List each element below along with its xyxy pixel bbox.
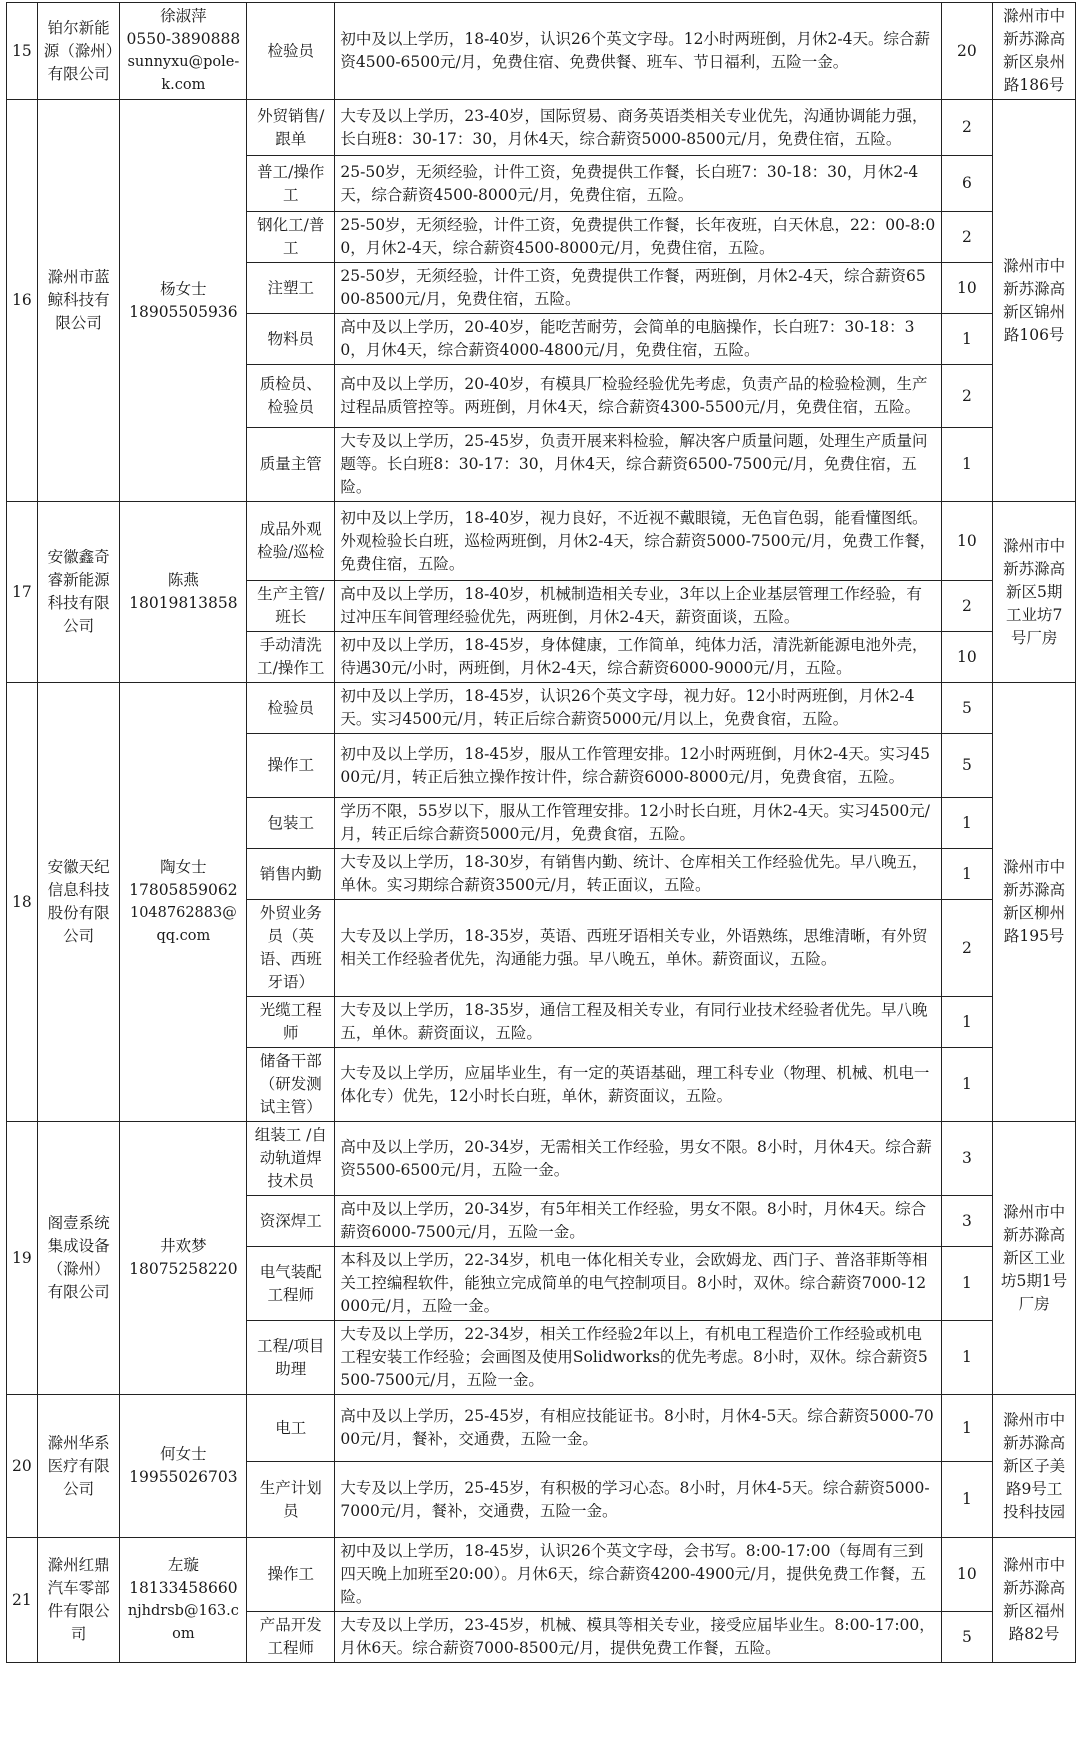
- company-address: 滁州市中新苏滁高新区柳州路195号: [993, 683, 1076, 1122]
- hiring-count: 1: [941, 798, 993, 849]
- row-number: 21: [7, 1538, 38, 1663]
- hiring-count: 1: [941, 1395, 993, 1462]
- job-requirements: 高中及以上学历，25-45岁，有相应技能证书。8小时，月休4-5天。综合薪资5000-7000元/月，餐补，交通费，五险一金。: [335, 1395, 941, 1462]
- contact-extra[interactable]: njhdrsb@163.com: [127, 1603, 239, 1642]
- company-address: 滁州市中新苏滁高新区5期工业坊7号厂房: [993, 502, 1076, 683]
- job-position: 质量主管: [247, 428, 335, 502]
- company-name: 滁州华系医疗有限公司: [37, 1395, 120, 1538]
- contact-name: 陈燕: [167, 571, 199, 589]
- hiring-count: 10: [941, 263, 993, 314]
- job-requirements: 大专及以上学历，23-40岁，国际贸易、商务英语类相关专业优先，沟通协调能力强，长白班8：30-17：30，月休4天，综合薪资5000-8500元/月，免费住宿，五险。: [335, 100, 941, 156]
- table-row: [7, 100, 1076, 156]
- job-requirements: 大专及以上学历，25-45岁，有积极的学习心态。8小时，月休4-5天。综合薪资5000-7000元/月，餐补，交通费，五险一金。: [335, 1462, 941, 1538]
- company-address: 滁州市中新苏滁高新区福州路82号: [993, 1538, 1076, 1663]
- job-position: 检验员: [247, 683, 335, 734]
- contact-phone: 19955026703: [129, 1468, 238, 1486]
- job-requirements: 高中及以上学历，20-34岁，无需相关工作经验，男女不限。8小时，月休4天。综合薪资5500-6500元/月，五险一金。: [335, 1122, 941, 1196]
- job-requirements: 大专及以上学历，25-45岁，负责开展来料检验，解决客户质量问题，处理生产质量问题等。长白班8：30-17：30，月休4天，综合薪资6500-7500元/月，免费住宿，五险。: [335, 428, 941, 502]
- table-row: [7, 1538, 1076, 1612]
- hiring-count: 2: [941, 365, 993, 428]
- job-position: 成品外观检验/巡检: [247, 502, 335, 581]
- contact-cell: [120, 3, 247, 100]
- table-row: [7, 502, 1076, 581]
- contact-phone: 0550-3890888: [126, 30, 241, 48]
- job-requirements: 25-50岁，无须经验，计件工资，免费提供工作餐，两班倒，月休2-4天，综合薪资6500-8500元/月，免费住宿，五险。: [335, 263, 941, 314]
- job-position: 钢化工/普工: [247, 212, 335, 263]
- contact-name: 杨女士: [160, 279, 207, 298]
- job-requirements: 25-50岁，无须经验，计件工资，免费提供工作餐，长年夜班，白天休息，22：00-8:00，月休2-4天，综合薪资4500-8000元/月，免费住宿，五险。: [335, 212, 941, 263]
- hiring-count: 1: [941, 997, 993, 1048]
- job-requirements: 本科及以上学历，22-34岁，机电一体化相关专业，会欧姆龙、西门子、普洛菲斯等相关工控编程软件，能独立完成简单的电气控制项目。8小时，双休。综合薪资7000-12000元/月，五险一金。: [335, 1247, 941, 1321]
- job-requirements: 初中及以上学历，18-45岁，身体健康，工作简单，纯体力活，清洗新能源电池外壳，待遇30元/小时，两班倒，月休2-4天，综合薪资6000-9000元/月，五险。: [335, 632, 941, 683]
- job-position: 生产主管/班长: [247, 581, 335, 632]
- job-position: 电气装配工程师: [247, 1247, 335, 1321]
- row-number: 15: [7, 3, 38, 100]
- job-requirements: 大专及以上学历，应届毕业生，有一定的英语基础，理工科专业（物理、机械、机电一体化专）优先，12小时长白班，单休，薪资面议，五险。: [335, 1048, 941, 1122]
- job-position: 注塑工: [247, 263, 335, 314]
- job-listing-table: [6, 2, 1076, 1663]
- job-position: 操作工: [247, 734, 335, 798]
- job-position: 资深焊工: [247, 1196, 335, 1247]
- job-position: 包装工: [247, 798, 335, 849]
- hiring-count: 1: [941, 428, 993, 502]
- hiring-count: 1: [941, 849, 993, 900]
- hiring-count: 6: [941, 156, 993, 212]
- row-number: 20: [7, 1395, 38, 1538]
- table-row: [7, 3, 1076, 100]
- contact-cell: [120, 1538, 247, 1663]
- hiring-count: 1: [941, 1462, 993, 1538]
- job-position: 产品开发工程师: [247, 1612, 335, 1663]
- contact-name: 陶女士: [160, 858, 207, 876]
- contact-phone: 18019813858: [129, 594, 238, 612]
- table-body: [7, 3, 1076, 1663]
- contact-extra[interactable]: 1048762883@qq.com: [129, 905, 237, 944]
- job-position: 操作工: [247, 1538, 335, 1612]
- job-position: 普工/操作工: [247, 156, 335, 212]
- job-position: 电工: [247, 1395, 335, 1462]
- contact-cell: [120, 1395, 247, 1538]
- hiring-count: 1: [941, 314, 993, 365]
- job-requirements: 高中及以上学历，20-40岁，能吃苦耐劳，会简单的电脑操作，长白班7：30-18：30，月休4天，综合薪资4000-4800元/月，免费住宿，五险。: [335, 314, 941, 365]
- job-position: 外贸业务员（英语、西班牙语）: [247, 900, 335, 997]
- job-requirements: 高中及以上学历，18-40岁，机械制造相关专业，3年以上企业基层管理工作经验，有过冲压车间管理经验优先，两班倒，月休2-4天，薪资面谈，五险。: [335, 581, 941, 632]
- job-position: 储备干部（研发测试主管）: [247, 1048, 335, 1122]
- table-row: [7, 1122, 1076, 1196]
- contact-phone: 17805859062: [129, 881, 238, 899]
- hiring-count: 1: [941, 1048, 993, 1122]
- hiring-count: 2: [941, 212, 993, 263]
- job-position: 组装工 /自动轨道焊技术员: [247, 1122, 335, 1196]
- job-requirements: 大专及以上学历，18-30岁，有销售内勤、统计、仓库相关工作经验优先。早八晚五，单休。实习期综合薪资3500元/月，转正面议，五险。: [335, 849, 941, 900]
- job-requirements: 大专及以上学历，18-35岁，通信工程及相关专业，有同行业技术经验者优先。早八晚五，单休。薪资面议，五险。: [335, 997, 941, 1048]
- contact-phone: 18075258220: [129, 1260, 238, 1278]
- job-position: 物料员: [247, 314, 335, 365]
- company-name: 滁州市蓝鲸科技有限公司: [37, 100, 120, 502]
- job-requirements: 大专及以上学历，23-45岁，机械、模具等相关专业，接受应届毕业生。8:00-17:00，月休6天。综合薪资7000-8500元/月，提供免费工作餐，五险。: [335, 1612, 941, 1663]
- hiring-count: 1: [941, 1247, 993, 1321]
- contact-name: 井欢梦: [160, 1237, 207, 1255]
- job-requirements: 学历不限，55岁以下，服从工作管理安排。12小时长白班，月休2-4天。实习4500元/月，转正后综合薪资5000元/月，免费食宿，五险。: [335, 798, 941, 849]
- contact-cell: [120, 502, 247, 683]
- job-requirements: 大专及以上学历，22-34岁，相关工作经验2年以上，有机电工程造价工作经验或机电工程安装工作经验；会画图及使用Solidworks的优先考虑。8小时，双休。综合薪资5500-7500元/月，五险一金。: [335, 1321, 941, 1395]
- hiring-count: 10: [941, 502, 993, 581]
- table-row: [7, 683, 1076, 734]
- hiring-count: 20: [941, 3, 993, 100]
- contact-cell: [120, 1122, 247, 1395]
- row-number: 18: [7, 683, 38, 1122]
- hiring-count: 1: [941, 1321, 993, 1395]
- job-position: 质检员、检验员: [247, 365, 335, 428]
- hiring-count: 2: [941, 900, 993, 997]
- contact-phone: 18133458660: [129, 1579, 238, 1597]
- contact-phone: 18905505936: [129, 302, 238, 321]
- row-number: 16: [7, 100, 38, 502]
- contact-name: 徐淑萍: [160, 7, 207, 25]
- company-address: 滁州市中新苏滁高新区泉州路186号: [993, 3, 1076, 100]
- job-position: 检验员: [247, 3, 335, 100]
- hiring-count: 5: [941, 734, 993, 798]
- job-requirements: 25-50岁，无须经验，计件工资，免费提供工作餐，长白班7：30-18：30，月休2-4天，综合薪资4500-8000元/月，免费住宿，五险。: [335, 156, 941, 212]
- company-name: 铂尔新能源（滁州）有限公司: [37, 3, 120, 100]
- hiring-count: 5: [941, 1612, 993, 1663]
- job-position: 工程/项目助理: [247, 1321, 335, 1395]
- job-position: 光缆工程师: [247, 997, 335, 1048]
- contact-extra[interactable]: sunnyxu@pole-k.com: [127, 54, 240, 93]
- contact-cell: [120, 100, 247, 502]
- company-name: 滁州红鼎汽车零部件有限公司: [37, 1538, 120, 1663]
- company-address: 滁州市中新苏滁高新区工业坊5期1号厂房: [993, 1122, 1076, 1395]
- contact-name: 左璇: [167, 1556, 199, 1574]
- job-requirements: 初中及以上学历，18-45岁，服从工作管理安排。12小时两班倒，月休2-4天。实习4500元/月，转正后独立操作按计件，综合薪资6000-8000元/月，免费食宿，五险。: [335, 734, 941, 798]
- contact-cell: [120, 683, 247, 1122]
- row-number: 19: [7, 1122, 38, 1395]
- job-requirements: 大专及以上学历，18-35岁，英语、西班牙语相关专业，外语熟练，思维清晰，有外贸相关工作经验者优先，沟通能力强。早八晚五，单休。薪资面议，五险。: [335, 900, 941, 997]
- hiring-count: 10: [941, 1538, 993, 1612]
- job-requirements: 初中及以上学历，18-45岁，认识26个英文字母，会书写。8:00-17:00（每周有三到四天晚上加班至20:00）。月休6天，综合薪资4200-4900元/月，提供免费工作餐，五险。: [335, 1538, 941, 1612]
- job-requirements: 高中及以上学历，20-34岁，有5年相关工作经验，男女不限。8小时，月休4天。综合薪资6000-7500元/月，五险一金。: [335, 1196, 941, 1247]
- company-address: 滁州市中新苏滁高新区锦州路106号: [993, 100, 1076, 502]
- job-position: 外贸销售/跟单: [247, 100, 335, 156]
- job-position: 销售内勤: [247, 849, 335, 900]
- table-row: [7, 1395, 1076, 1462]
- job-position: 生产计划员: [247, 1462, 335, 1538]
- company-name: 阁壹系统集成设备（滁州）有限公司: [37, 1122, 120, 1395]
- hiring-count: 5: [941, 683, 993, 734]
- hiring-count: 2: [941, 581, 993, 632]
- row-number: 17: [7, 502, 38, 683]
- job-requirements: 初中及以上学历，18-45岁，认识26个英文字母，视力好。12小时两班倒，月休2-4天。实习4500元/月，转正后综合薪资5000元/月以上，免费食宿，五险。: [335, 683, 941, 734]
- company-name: 安徽天纪信息科技股份有限公司: [37, 683, 120, 1122]
- company-name: 安徽鑫奇睿新能源科技有限公司: [37, 502, 120, 683]
- contact-name: 何女士: [160, 1445, 207, 1463]
- hiring-count: 3: [941, 1196, 993, 1247]
- hiring-count: 2: [941, 100, 993, 156]
- job-requirements: 初中及以上学历，18-40岁，认识26个英文字母。12小时两班倒，月休2-4天。综合薪资4500-6500元/月，免费住宿、免费供餐、班车、节日福利，五险一金。: [335, 3, 941, 100]
- job-position: 手动清洗工/操作工: [247, 632, 335, 683]
- company-address: 滁州市中新苏滁高新区子美路9号工投科技园: [993, 1395, 1076, 1538]
- job-requirements: 高中及以上学历，20-40岁，有模具厂检验经验优先考虑，负责产品的检验检测，生产过程品质管控等。两班倒，月休4天，综合薪资4300-5500元/月，免费住宿，五险。: [335, 365, 941, 428]
- job-requirements: 初中及以上学历，18-40岁，视力良好，不近视不戴眼镜，无色盲色弱，能看懂图纸。外观检验长白班，巡检两班倒，月休2-4天，综合薪资5000-7500元/月，免费工作餐，免费住宿，五险。: [335, 502, 941, 581]
- hiring-count: 10: [941, 632, 993, 683]
- hiring-count: 3: [941, 1122, 993, 1196]
